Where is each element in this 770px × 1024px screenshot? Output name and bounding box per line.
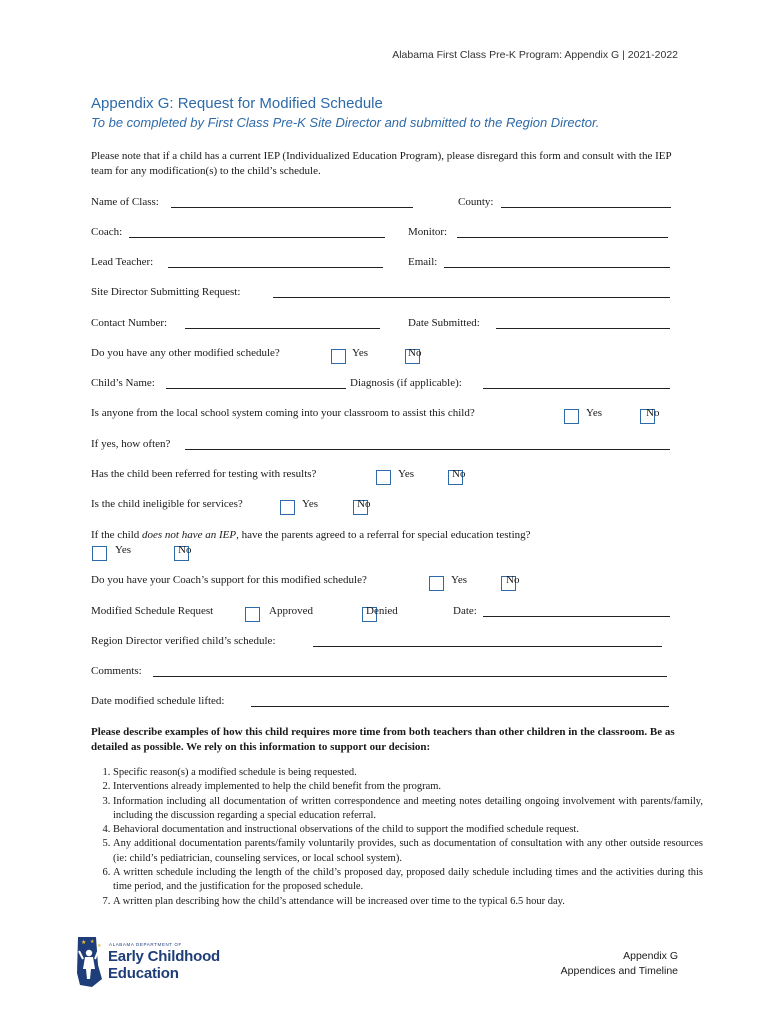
child-with-stars-logo-icon xyxy=(74,935,104,989)
row-modified-request xyxy=(91,605,672,623)
iep-question-prefix: If the child xyxy=(91,529,143,541)
row-ineligible xyxy=(91,498,672,516)
coach-support-question: Do you have your Coach’s support for this modified schedule? xyxy=(91,574,367,586)
requirements-list xyxy=(91,766,703,909)
date-lifted-label: Date modified schedule lifted: xyxy=(91,695,225,707)
svg-text:★: ★ xyxy=(90,940,95,945)
page-subtitle: To be completed by First Class Pre-K Site Director and submitted to the Region Director. xyxy=(91,115,600,130)
page-header: Alabama First Class Pre-K Program: Appendix G | 2021-2022 xyxy=(392,49,678,61)
other-modified-question: Do you have any other modified schedule? xyxy=(91,347,280,359)
date-label: Date: xyxy=(453,605,477,617)
row-date-lifted xyxy=(91,695,672,713)
iep-referral-question xyxy=(91,528,691,543)
date-field[interactable] xyxy=(483,605,670,617)
modified-request-label: Modified Schedule Request xyxy=(91,605,214,617)
date-submitted-label: Date Submitted: xyxy=(408,317,480,329)
comments-field[interactable] xyxy=(153,665,667,677)
approved-label: Approved xyxy=(269,605,313,617)
other-modified-yes-label: Yes xyxy=(352,347,369,359)
coach-label: Coach: xyxy=(91,226,123,238)
how-often-label: If yes, how often? xyxy=(91,438,171,450)
county-label: County: xyxy=(458,196,494,208)
local-school-question: Is anyone from the local school system coming into your classroom to assist this child? xyxy=(91,407,475,419)
contact-number-field[interactable] xyxy=(185,317,380,329)
comments-label: Comments: xyxy=(91,665,142,677)
lead-teacher-field[interactable] xyxy=(168,256,383,268)
approved-checkbox[interactable] xyxy=(245,607,260,622)
list-item: 4. Behavioral documentation and instructional observations of the child to support the modified schedule request. xyxy=(113,823,703,837)
intro-note: Please note that if a child has a current IEP (Individualized Education Program), please disregard this form and consult with the IEP team for any modification(s) to the child’s schedule. xyxy=(91,150,672,177)
coach-support-yes-label: Yes xyxy=(451,574,468,586)
footer-appendix: Appendix G xyxy=(623,950,678,962)
childs-name-label: Child’s Name: xyxy=(91,377,155,389)
list-item: 3. Information including all documentation of written correspondence and meeting notes detailing ongoing involvement with parents/family, including the discussion regarding a special education referral. xyxy=(113,795,703,824)
row-teacher-email xyxy=(91,256,672,274)
email-label: Email: xyxy=(408,256,438,268)
row-coach-monitor xyxy=(91,226,672,244)
local-school-no-label: No xyxy=(646,407,660,419)
iep-no-label: No xyxy=(178,544,192,556)
county-field[interactable] xyxy=(501,196,671,208)
referred-yes-checkbox[interactable] xyxy=(376,470,391,485)
page-title: Appendix G: Request for Modified Schedule xyxy=(91,95,383,112)
site-director-field[interactable] xyxy=(273,286,670,298)
row-local-school xyxy=(91,407,672,425)
how-often-field[interactable] xyxy=(185,438,670,450)
local-school-yes-label: Yes xyxy=(586,407,603,419)
list-item: 5. Any additional documentation parents/family voluntarily provides, such as documentation of consultation with any other outside resources (ie: child’s pediatrician, counseling services, or local school system). xyxy=(113,837,703,866)
list-item: 1. Specific reason(s) a modified schedule is being requested. xyxy=(113,766,703,780)
svg-text:★: ★ xyxy=(97,944,102,949)
lead-teacher-label: Lead Teacher: xyxy=(91,256,154,268)
ineligible-yes-checkbox[interactable] xyxy=(280,500,295,515)
ineligible-no-label: No xyxy=(357,498,371,510)
date-submitted-field[interactable] xyxy=(496,317,670,329)
local-school-yes-checkbox[interactable] xyxy=(564,409,579,424)
monitor-field[interactable] xyxy=(457,226,668,238)
coach-support-no-label: No xyxy=(506,574,520,586)
row-coach-support xyxy=(91,574,672,592)
region-director-label: Region Director verified child’s schedule: xyxy=(91,635,276,647)
footer-section: Appendices and Timeline xyxy=(560,965,678,977)
site-director-label: Site Director Submitting Request: xyxy=(91,286,241,298)
logo-line-1: Early Childhood xyxy=(108,948,221,965)
row-child-diagnosis xyxy=(91,377,672,395)
iep-yes-label: Yes xyxy=(115,544,132,556)
iep-question-emphasis: does not have an IEP xyxy=(142,529,237,541)
list-item: 7. A written plan describing how the child’s attendance will be increased over time to the typical 6.5 hour day. xyxy=(113,895,703,909)
instructions-text: Please describe examples of how this child requires more time from both teachers than other children in the classroom. Be as detailed as possible. We rely on this information to support our decision: xyxy=(91,726,675,753)
row-site-director xyxy=(91,286,672,304)
region-director-field[interactable] xyxy=(313,635,662,647)
row-comments xyxy=(91,665,672,683)
ineligible-question: Is the child ineligible for services? xyxy=(91,498,243,510)
row-iep-options xyxy=(91,544,672,562)
row-contact-date xyxy=(91,317,672,335)
childs-name-field[interactable] xyxy=(166,377,346,389)
svg-text:★: ★ xyxy=(81,940,87,946)
diagnosis-label: Diagnosis (if applicable): xyxy=(350,377,462,389)
list-item: 6. A written schedule including the length of the child’s proposed day, proposed daily schedule including times and the activities during this time period, and the justification for the proposed schedule. xyxy=(113,866,703,895)
name-of-class-label: Name of Class: xyxy=(91,196,159,208)
row-referred xyxy=(91,468,672,486)
logo-department-label: ALABAMA DEPARTMENT OF xyxy=(109,942,182,947)
iep-question-suffix: , have the parents agreed to a referral for special education testing? xyxy=(236,529,531,541)
ineligible-yes-label: Yes xyxy=(302,498,319,510)
email-field[interactable] xyxy=(444,256,670,268)
row-other-modified xyxy=(91,347,672,365)
diagnosis-field[interactable] xyxy=(483,377,670,389)
other-modified-yes-checkbox[interactable] xyxy=(331,349,346,364)
list-item: 2. Interventions already implemented to help the child benefit from the program. xyxy=(113,780,703,794)
monitor-label: Monitor: xyxy=(408,226,448,238)
denied-label: Denied xyxy=(366,605,398,617)
referred-yes-label: Yes xyxy=(398,468,415,480)
coach-field[interactable] xyxy=(129,226,385,238)
other-modified-no-label: No xyxy=(408,347,422,359)
row-class-county xyxy=(91,196,672,214)
row-region-director xyxy=(91,635,672,653)
contact-number-label: Contact Number: xyxy=(91,317,168,329)
referred-no-label: No xyxy=(452,468,466,480)
coach-support-yes-checkbox[interactable] xyxy=(429,576,444,591)
logo-line-2: Education xyxy=(108,965,179,982)
date-lifted-field[interactable] xyxy=(251,695,669,707)
row-how-often xyxy=(91,438,672,456)
name-of-class-field[interactable] xyxy=(171,196,413,208)
referred-question: Has the child been referred for testing with results? xyxy=(91,468,317,480)
iep-yes-checkbox[interactable] xyxy=(92,546,107,561)
